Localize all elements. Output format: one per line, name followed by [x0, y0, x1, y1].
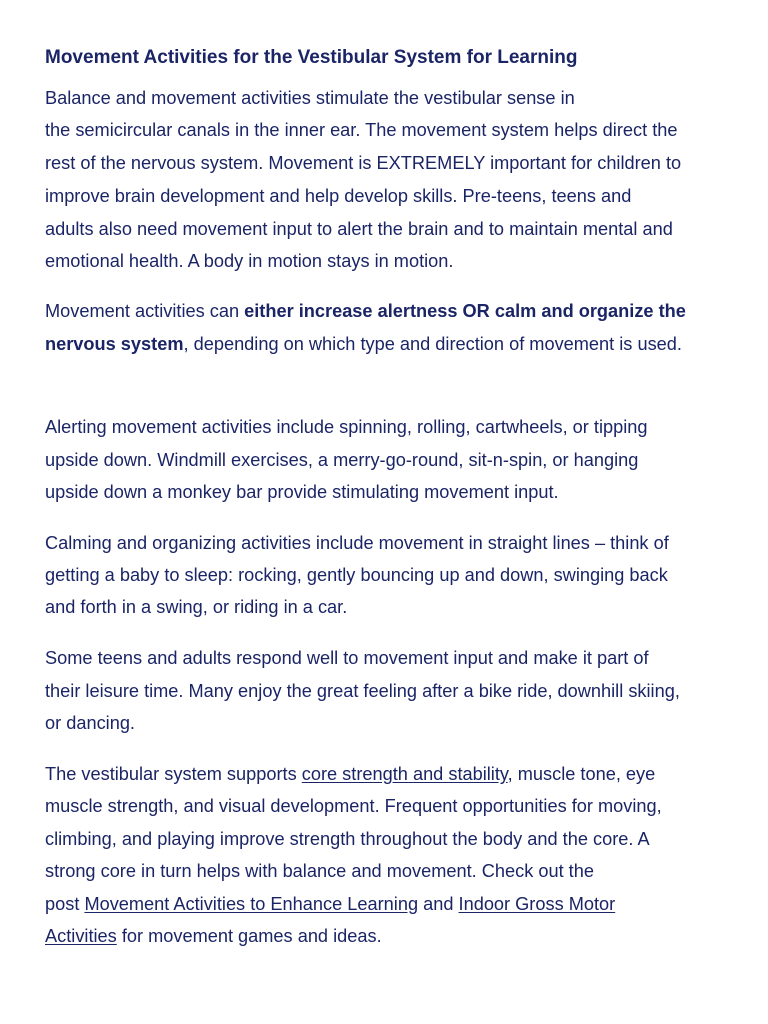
p4-line-2: getting a baby to sleep: rocking, gently bouncing up and down, swinging back: [45, 565, 668, 585]
p6-line-3: climbing, and playing improve strength throughout the body and the core. A: [45, 829, 650, 849]
p1-line-2: the semicircular canals in the inner ear. The movement system helps direct the: [45, 120, 678, 140]
p4-line-1: Calming and organizing activities include movement in straight lines – think of: [45, 533, 669, 553]
p2-line-1: [45, 299, 686, 323]
p1-line-3: rest of the nervous system. Movement is EXTREMELY important for children to: [45, 153, 682, 173]
p5-line-1: Some teens and adults respond well to movement input and make it part of: [45, 648, 649, 668]
p1-line-5: adults also need movement input to alert the brain and to maintain mental and: [45, 219, 673, 239]
p6-post-text: post: [45, 894, 85, 914]
movement-activities-link[interactable]: Movement Activities to Enhance Learning: [84, 894, 419, 914]
p6-line-5: [45, 892, 615, 916]
p2-text: Movement activities can: [45, 301, 245, 321]
p3-line-2: upside down. Windmill exercises, a merry-go-round, sit-n-spin, or hanging: [45, 450, 639, 470]
p4-line-3: and forth in a swing, or riding in a car.: [45, 597, 348, 617]
p1-line-4: improve brain development and help develop skills. Pre-teens, teens and: [45, 186, 632, 206]
p6-end-text: for movement games and ideas.: [116, 926, 382, 946]
p6-and-text: and: [418, 894, 459, 914]
p6-text: The vestibular system supports: [45, 764, 302, 784]
p3-line-3: upside down a monkey bar provide stimulating movement input.: [45, 482, 559, 502]
indoor-gross-motor-link[interactable]: Indoor Gross Motor: [458, 894, 616, 914]
p5-line-3: or dancing.: [45, 713, 135, 733]
p1-line-1: Balance and movement activities stimulate the vestibular sense in: [45, 88, 575, 108]
page-title: Movement Activities for the Vestibular System for Learning: [45, 47, 578, 68]
p2-text-2: , depending on which type and direction of movement is used.: [183, 334, 682, 354]
p6-line-6: [45, 924, 382, 948]
p6-line-4: strong core in turn helps with balance and movement. Check out the: [45, 861, 594, 881]
p2-bold-text-2: nervous system: [45, 334, 184, 354]
p3-line-1: Alerting movement activities include spinning, rolling, cartwheels, or tipping: [45, 417, 648, 437]
p2-bold-text: either increase alertness OR calm and organize the: [244, 301, 686, 321]
core-strength-link[interactable]: core strength and stability: [301, 764, 508, 784]
p6-line-2: muscle strength, and visual development. Frequent opportunities for moving,: [45, 796, 662, 816]
indoor-gross-motor-link-cont[interactable]: Activities: [45, 926, 117, 946]
p2-line-2: [45, 332, 682, 356]
p5-line-2: their leisure time. Many enjoy the great feeling after a bike ride, downhill skiing,: [45, 681, 680, 701]
p1-line-6: emotional health. A body in motion stays in motion.: [45, 251, 454, 271]
p6-text-b: , muscle tone, eye: [507, 764, 656, 784]
p6-line-1: [45, 762, 655, 786]
